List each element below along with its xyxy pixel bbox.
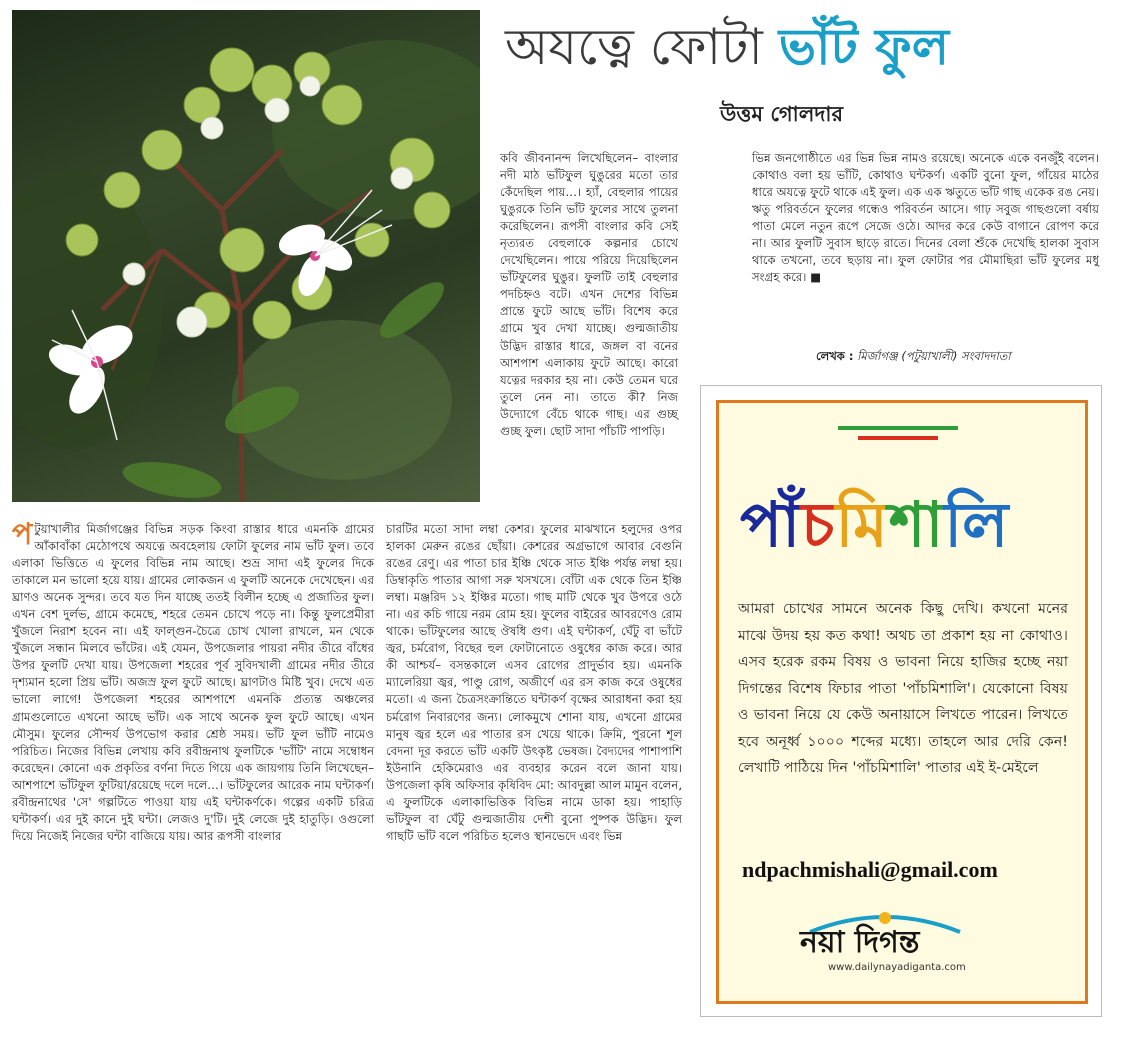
article-column-3-text: টুয়াখালীর মির্জাগঞ্জের বিভিন্ন সড়ক কিংবা রাস্তার ধারে এমনকি গ্রামের আঁকাবাঁকা মেঠোপথে অযত্নে অবহেলায় ফোটা ফুলের নাম ভাঁট ফুল। তবে এলাকা ভিত্তিতে এ ফুলের বিভিন্ন নাম আছে। শুভ্র সাদা এই ফুলের দিকে তাকালে মন ভালো হয়ে যায়। গ্রামের লোকজন এ ফুলটি অনেকে দেখেছেন। এর ঘ্রাণও অনেক সুন্দর। তবে যত দিন যাচ্ছে ততই বিলীন হচ্ছে এ প্রজাতির ফুল। এখন বেশ দুর্লভ, গ্রামে কমেছে, শহরে তেমন চোখে পড়ে না। কিন্তু ফুলপ্রেমীরা খুঁজলে নিরাশ হবেন না। এই ফাল্গুন-চৈত্রে চোখ খোলা রাখলে, মন থেকে খুঁজলে সন্ধান মিলবে ভাঁটের। এই যেমন, উপজেলার পায়রা নদীর তীরে বাঁধের উপর ফুলটি দেখা যায়। উপজেলা শহরের পূর্ব সুবিদখালী গ্রামের নদীর তীরে দৃশ্যমান হলো প্রিয় ভাঁট। অজস্র ফুল ফুটে আছে। ঘ্রাণটাও মিষ্টি খুব। দেখে এত ভালো লাগে! উপজেলা শহরের আশপাশে এমনকি প্রত্যন্ত অঞ্চলের গ্রামগুলোতে এখনো আছে ভাঁট। এক সাথে অনেক ফুল ফুটে আছে। এখন মৌসুম। ফুলের সৌন্দর্য উপভোগ করার শ্রেষ্ঠ সময়। ভাঁট ফুল ভাঁটি নামেও পরিচিত। নিজের বিভিন্ন লেখায় কবি রবীন্দ্রনাথ ফুলটিকে 'ভাঁটি' নামে সম্বোধন করেছেন। কোনো এক প্রকৃতির বর্ণনা দিতে গিয়ে এক জায়গায় তিনি লিখেছেন– আশপাশে ভাঁটফুল ফুটিয়া/রয়েছে দলে দলে…। ভাঁটফুলের আরেক নাম ঘন্টাকর্ণ। রবীন্দ্রনাথের 'সে' গল্পটিতে পাওয়া যায় এই ঘন্টাকর্ণকে। গল্পের একটি চরিত্র ঘন্টাকর্ণ। এর দুই কানে দুই ঘন্টা। লেজও দু'টি। দুই লেজে দুই হাতুড়ি। ওগুলো দিয়ে নিজেই নিজের ঘন্টা বাজিয়ে যায়। আর রূপসী বাংলার bbox=[12, 522, 374, 843]
writer-credit bbox=[816, 348, 1011, 367]
flower-illustration bbox=[12, 10, 480, 502]
article-column-3 bbox=[12, 517, 374, 845]
red-stripe bbox=[858, 436, 938, 440]
logo-part: পাঁ bbox=[740, 488, 802, 561]
pachmishali-logo bbox=[740, 478, 1009, 581]
article-column-2: ভিন্ন জনগোষ্ঠীতে এর ভিন্ন ভিন্ন নামও রয়েছে। অনেকে একে বনজুঁই বলেন। কোথাও বলা হয় ভাঁটি, কোথাও ঘন্টকর্ণ। একটি বুনো ফুল, গাঁয়ের মাঠের ধারে অযত্নে ফুটে থাকে এই ফুল। এক এক ঋতুতে ভাঁট গাছ একেক রঙ নেয়। ঋতু পরিবর্তনে ফুলের গন্ধেও পরিবর্তন আসে। গাঢ় সবুজ গাছগুলো বর্ষায় পাতা মেলে নতুন রূপে সেজে ওঠে। আদর করে কেউ বাগানে রোপণ করে না। আর ফুলটি সুবাস ছাড়ে রাতে। দিনের বেলা শুঁকে দেখেছি হালকা সুবাস থাকে তখনো, তবে ছড়ায় না। ফুল ফোটার পর মৌমাছিরা ভাঁট ফুলের মধু সংগ্রহ করে। ■ bbox=[752, 151, 1099, 285]
flower-photo bbox=[12, 10, 480, 502]
nayadiganta-logo: নয়া দিগন্ত bbox=[800, 925, 920, 960]
headline bbox=[505, 12, 1105, 82]
article-column-4: চারটির মতো সাদা লম্বা কেশর। ফুলের মাঝখানে হলুদের ওপর হালকা মেরুন রঙের ছোঁয়া। কেশরের অগ্রভাগে আবার বেগুনি রঙের রেণু। এর পাতা চার ইঞ্চি থেকে সাত ইঞ্চি পর্যন্ত লম্বা হয়। ডিম্বাকৃতি পাতার আগা সরু খসখসে। বোঁটা এক থেকে তিন ইঞ্চি লম্বা। মঞ্জরিদ ১২ ইঞ্চির মতো। গাছ মাটি থেকে খুব উপরে ওঠে না। এর কচি গায়ে নরম রোম হয়। ফুলের বাইরের আবরণেও রোম থাকে। ভাঁটফুলের আছে ঔষধি গুণ। এই ঘন্টাকর্ণ, ঘেঁটু বা ভাঁটে জ্বর, চর্মরোগ, বিছের হুল ফোটানোতে ওষুধের কাজ করে। আর কী আশ্চর্য– বসন্তকালে এসব রোগের প্রাদুর্ভাব হয়। এমনকি ম্যালেরিয়া জ্বর, পাণ্ডু রোগ, অজীর্ণে এর রস কাজ করে ওষুধের মতো। এ জন্য চৈত্রসংক্রান্তিতে ঘন্টাকর্ণ বৃক্ষের আরাধনা করা হয় চর্মরোগ নিবারণের জন্য। লোকমুখে শোনা যায়, এখনো গ্রামের মানুষ জ্বর হলে এর পাতার রস খেয়ে থাকে। ক্রিমি, পুরনো শূল বেদনা দূর করতে ভাঁট একটি উৎকৃষ্ট ভেষজ। বৈদ্যদের পাশাপাশি ইউনানি হেকিমেরাও এর ব্যবহার করেন বলে জানা যায়। উপজেলা কৃষি অফিসার কৃষিবিদ মো: আবদুল্লা আল মামুন বলেন, এ ফুলটিকে এলাকাভিত্তিক বিভিন্ন নামে ডাকা হয়। পাহাড়ি ভাঁটফুল বা ঘেঁটু গুল্মজাতীয় দেশী বুনো পুষ্পক উদ্ভিদ। ফুল গাছটি ভাঁট বলে পরিচিত হলেও স্থানভেদে এবং ভিন্ন bbox=[386, 522, 682, 843]
headline-part1: অযত্নে ফোটা bbox=[505, 18, 763, 76]
writer-name: মির্জাগঞ্জ (পটুয়াখালী) সংবাদদাতা bbox=[857, 349, 1011, 363]
green-stripe bbox=[838, 426, 958, 430]
article-column-1: কবি জীবনানন্দ লিখেছিলেন– বাংলার নদী মাঠ ভাঁটফুল ঘুঙুরের মতো তার কেঁদেছিল পায়…। হ্যাঁ, বেহুলার পায়ের ঘুঙুরকে তিনি ভাঁট ফুলের সাথে তুলনা করেছিলেন। রূপসী বাংলার কবি সেই নৃত্যরত বেহুলাকে কল্পনার চোখে দেখেছিলেন। পায়ে পরিয়ে দিয়েছিলেন ভাঁটফুলের ঘুঙুর। ফুলটি তাই বেহুলার পদচিহ্নও বটে। এখন দেশের বিভিন্ন প্রান্তে ফুটে আছে ভাঁট। বিশেষ করে গ্রামে খুব দেখা যাচ্ছে। গুল্মজাতীয় উদ্ভিদ রাস্তার ধারে, জঙ্গল বা বনের আশপাশ এলাকায় ফুটে আছে। কারো যত্নের দরকার হয় না। কেউ তেমন ঘরে তুলে নেন না। তাতে কী? নিজ উদ্যোগে বেঁচে থাকে গাছ। এর গুচ্ছ গুচ্ছ ফুল। ছোট সাদা পাঁচটি পাপড়ি। bbox=[500, 151, 678, 438]
website-url[interactable]: www.dailynayadiganta.com bbox=[828, 962, 966, 973]
byline: উত্তম গোলদার bbox=[720, 102, 844, 126]
promo-email[interactable]: ndpachmishali@gmail.com bbox=[742, 857, 998, 882]
dropcap: প bbox=[12, 517, 33, 552]
logo-part: মি bbox=[835, 488, 889, 561]
promo-text: আমরা চোখের সামনে অনেক কিছু দেখি। কখনো মনের মাঝে উদয় হয় কত কথা! অথচ তা প্রকাশ হয় না কোথাও। এসব হরেক রকম বিষয় ও ভাবনা নিয়ে হাজির হচ্ছে নয়া দিগন্তের বিশেষ ফিচার পাতা 'পাঁচমিশালি'। যেকোনো বিষয় ও ভাবনা নিয়ে যে কেউ অনায়াসে লিখতে পারেন। লিখতে হবে অনূর্ধ্ব ১০০০ শব্দের মধ্যে। তাহলে আর দেরি কেন! লেখাটি পাঠিয়ে দিন 'পাঁচমিশালি' পাতার এই ই-মেইলে bbox=[738, 601, 1068, 776]
writer-label: লেখক : bbox=[816, 349, 854, 363]
headline-part2: ভাঁট ফুল bbox=[778, 18, 949, 76]
logo-part: লি bbox=[944, 488, 1010, 561]
logo-part: চ bbox=[801, 488, 836, 561]
logo-part: শা bbox=[888, 488, 945, 561]
